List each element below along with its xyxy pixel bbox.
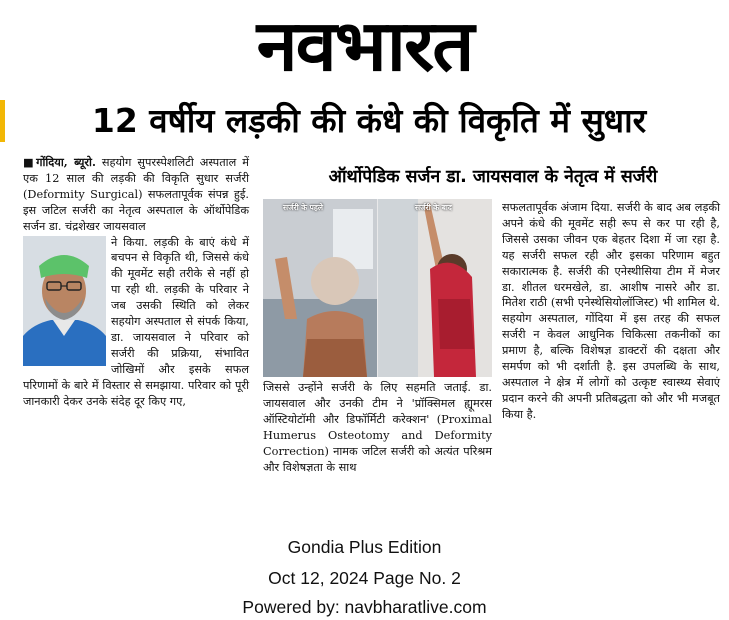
footer-date-page: Oct 12, 2024 Page No. 2: [268, 568, 461, 588]
photo-after-label: सर्जरी के बाद: [415, 203, 452, 212]
footer-powered-by: Powered by: navbharatlive.com: [242, 597, 487, 617]
column-1-body: ने किया. लड़की के बाएं कंधे में बचपन से विकृति थी, जिससे कंधे की मूवमेंट सही तरीके से नहीं हो पा रही थी. लड़की के परिवार ने जब उसकी स्थिति को लेकर सहयोग अस्पताल से संपर्क किया, डा. जायसवाल ने परिवार को सर्जरी की प्रक्रिया, संभावित जोखिमों और इसके सफल परिणामों के बारे में विस्तार से समझाया. परिवार को पूरी जानकारी देकर उनके संदेह दूर किए गए,: [23, 235, 249, 408]
newspaper-masthead: नवभारत: [256, 5, 473, 87]
article-column-1: [23, 155, 249, 410]
article-headline: 12 वर्षीय लड़की की कंधे की विकृति में सुधार: [91, 101, 647, 140]
surgeon-portrait: [23, 236, 106, 366]
photo-before-surgery: [263, 199, 377, 377]
column-1-intro-text: सहयोग सुपरस्पेशलिटी अस्पताल में एक 12 साल की लड़की की विकृति सुधार सर्जरी (Deformity Surgical) सफलतापूर्वक संपन्न हुई. इस जटिल सर्जरी का नेतृत्व अस्पताल के ऑर्थोपेडिक सर्जन डा. चंद्रशेखर जायसवाल: [23, 156, 249, 233]
dateline: गोंदिया, ब्यूरो.: [36, 155, 96, 169]
dateline-marker: ■: [23, 156, 37, 169]
article-column-3: [502, 200, 720, 423]
photo-before-label: सर्जरी के पहले: [283, 203, 323, 212]
article-subheadline: ऑर्थोपेडिक सर्जन डा. जायसवाल के नेतृत्व में सर्जरी: [328, 167, 658, 187]
article-column-2: [263, 380, 492, 475]
footer-edition: Gondia Plus Edition: [287, 537, 442, 557]
before-after-photos: [263, 199, 492, 377]
column-3-text: सफलतापूर्वक अंजाम दिया. सर्जरी के बाद अब लड़की अपने कंधे की मूवमेंट सही रूप से कर पा रही है, जिससे उसका जीवन एक बेहतर दिशा में जा रहा है. यह सर्जरी सफल रही और इसका परिणाम बहुत सकारात्मक है. सर्जरी की एनेस्थीसिया टीम में मेजर डा. शीतल धरमखेले, डा. आशीष नासरे और डा. मितेश राठी (सभी एनेस्थेसियोलॉजिस्ट) भी शामिल थे. सहयोग अस्पताल, गोंदिया में इस तरह की सफल सर्जरी न केवल आधुनिक चिकित्सा तकनीकों का प्रमाण है, बल्कि विशेषज्ञ डाक्टरों की दक्षता और समर्पण को भी दर्शाती है. इस उपलब्धि के साथ, अस्पताल ने क्षेत्र में लोगों को उत्कृष्ट स्वास्थ्य सेवाएं प्रदान करने की अपनी प्रतिबद्धता को और भी मजबूत किया है.: [502, 201, 720, 421]
column-2-text: जिससे उन्होंने सर्जरी के लिए सहमति जताई. डा. जायसवाल और उनकी टीम ने 'प्रॉक्सिमल ह्यूमरस ऑस्टियोटॉमी और डिफॉर्मिटी करेक्शन' (Proximal Humerus Osteotomy and Deformity Correction) नामक जटिल सर्जरी को अत्यंत परिश्रम और विशेषज्ञता के साथ: [263, 381, 492, 474]
column-1-intro: [23, 155, 249, 235]
photo-after-surgery: [378, 199, 492, 377]
headline-accent-bar: [0, 100, 5, 142]
